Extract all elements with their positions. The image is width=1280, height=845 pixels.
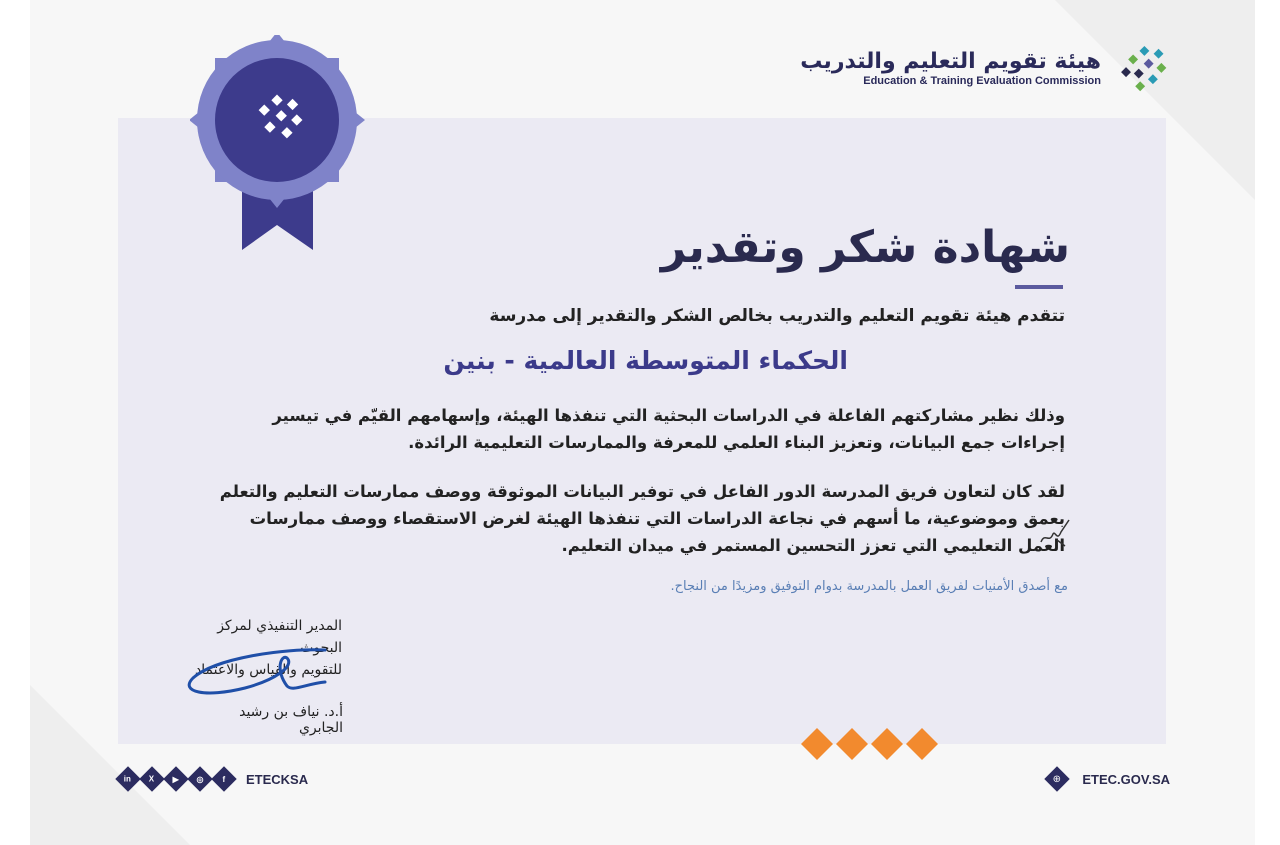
title-underline <box>1015 285 1063 289</box>
org-name-en: Education & Training Evaluation Commission <box>863 75 1101 87</box>
paragraph-1-line-2: إجراءات جمع البيانات، وتعزيز البناء العلمي للمعرفة والممارسات التعليمية الرائدة. <box>408 433 1065 452</box>
x-icon[interactable]: X <box>139 766 164 791</box>
website-link[interactable] <box>1048 770 1170 788</box>
medal-badge-icon <box>190 35 365 260</box>
youtube-icon[interactable]: ▶ <box>163 766 188 791</box>
signatory-title-line-2: للتقويم والقياس والاعتماد <box>195 662 342 678</box>
school-name: الحكماء المتوسطة العالمية - بنين <box>443 346 848 375</box>
closing-wishes: مع أصدق الأمنيات لفريق العمل بالمدرسة بدوام التوفيق ومزيدًا من النجاح. <box>670 579 1068 594</box>
linkedin-icon[interactable]: in <box>115 766 140 791</box>
social-links <box>118 770 308 788</box>
globe-icon: ⊕ <box>1045 766 1070 791</box>
org-name-block <box>800 49 1101 87</box>
signatory-name: أ.د. نياف بن رشيد الجابري <box>239 704 343 736</box>
paragraph-1 <box>272 402 1065 456</box>
org-name-ar: هيئة تقويم التعليم والتدريب <box>800 49 1101 74</box>
etec-logo-icon <box>1111 40 1175 96</box>
paragraph-2 <box>220 478 1065 559</box>
paragraph-2-line-1: لقد كان لتعاون فريق المدرسة الدور الفاعل في توفير البيانات الموثوقة ووصف ممارسات التعليم والتعلم <box>219 482 1065 501</box>
social-handle: ETECKSA <box>246 771 309 787</box>
signatory-title-line-1: المدير التنفيذي لمركز البحوث <box>217 618 342 656</box>
handwritten-signature <box>175 640 355 710</box>
paragraph-1-line-1: وذلك نظير مشاركتهم الفاعلة في الدراسات البحثية التي تنفذها الهيئة، وإسهامهم القيّم في تيسير <box>272 406 1065 425</box>
orange-diamonds-decoration <box>800 726 940 762</box>
paragraph-2-line-3: العمل التعليمي التي تعزز التحسين المستمر في ميدان التعليم. <box>561 536 1065 555</box>
website-url[interactable]: ETEC.GOV.SA <box>1082 771 1170 787</box>
paragraph-2-line-2: بعمق وموضوعية، ما أسهم في نجاعة الدراسات التي تنفذها الهيئة لغرض الاستقصاء ووصف ممارسات <box>249 509 1065 528</box>
initials-signature <box>1035 512 1075 552</box>
org-logo <box>800 40 1175 96</box>
instagram-icon[interactable]: ◎ <box>187 766 212 791</box>
facebook-icon[interactable]: f <box>211 766 236 791</box>
intro-text: تتقدم هيئة تقويم التعليم والتدريب بخالص الشكر والتقدير إلى مدرسة <box>489 306 1065 326</box>
certificate-title: شهادة شكر وتقدير <box>660 222 1070 273</box>
